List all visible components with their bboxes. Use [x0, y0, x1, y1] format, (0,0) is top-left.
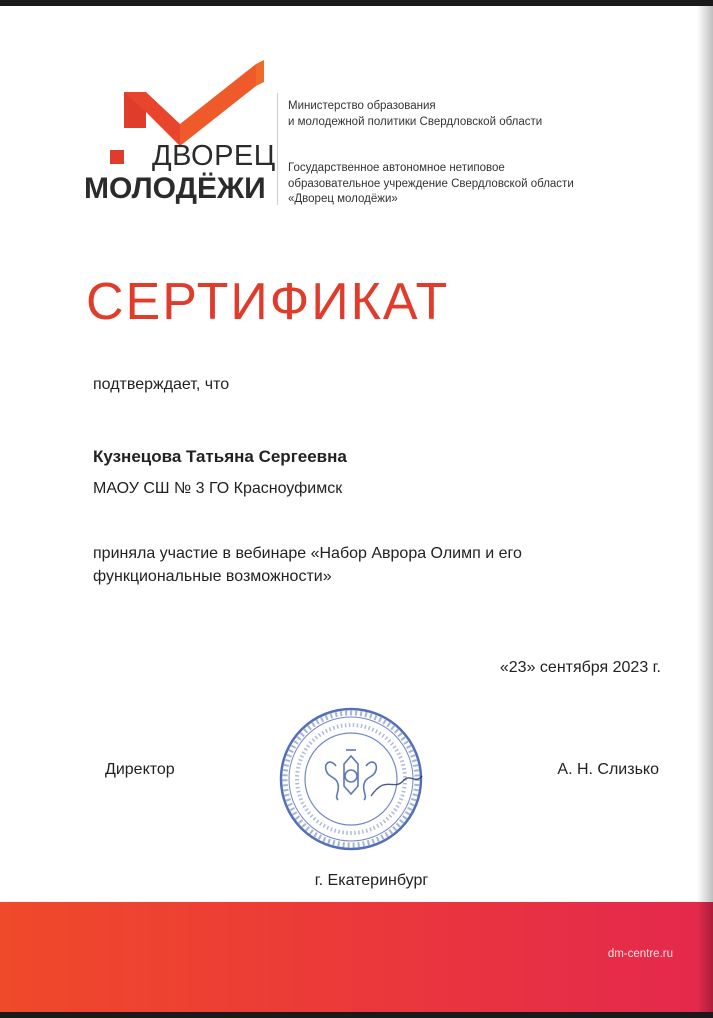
participation-line: приняла участие в вебинаре «Набор Аврора Олимп и его — [93, 545, 522, 562]
confirms-text: подтверждает, что — [93, 376, 230, 393]
ministry-line: Министерство образования — [288, 100, 436, 112]
header-divider — [277, 93, 278, 205]
signatory-name: А. Н. Слизько — [557, 761, 659, 778]
institution-name — [288, 161, 608, 208]
signatory-role: Директор — [105, 761, 175, 778]
logo-text-line1: ДВОРЕЦ — [152, 140, 276, 172]
participation-text — [93, 542, 522, 588]
certificate-page — [0, 6, 713, 1012]
footer-band — [0, 902, 713, 1012]
participation-line: функциональные возможности» — [93, 568, 332, 585]
recipient-school: МАОУ СШ № 3 ГО Красноуфимск — [93, 480, 343, 497]
page-edge-shadow — [697, 6, 713, 1012]
dvorets-logo — [80, 58, 276, 208]
ministry-name — [288, 99, 588, 130]
logo-text-line2: МОЛОДЁЖИ — [84, 172, 266, 205]
ministry-line: и молодежной политики Свердловской области — [288, 115, 543, 128]
city-name: г. Екатеринбург — [314, 872, 429, 889]
website-link[interactable]: dm-centre.ru — [607, 948, 673, 960]
institution-line: Государственное автономное нетиповое — [288, 162, 505, 174]
certificate-title: СЕРТИФИКАТ — [86, 273, 450, 331]
official-stamp-icon — [276, 704, 426, 854]
institution-line: «Дворец молодёжи» — [288, 193, 398, 205]
recipient-name: Кузнецова Татьяна Сергеевна — [93, 447, 347, 466]
institution-line: образовательное учреждение Свердловской области — [288, 177, 574, 190]
issue-date: «23» сентября 2023 г. — [499, 659, 661, 676]
